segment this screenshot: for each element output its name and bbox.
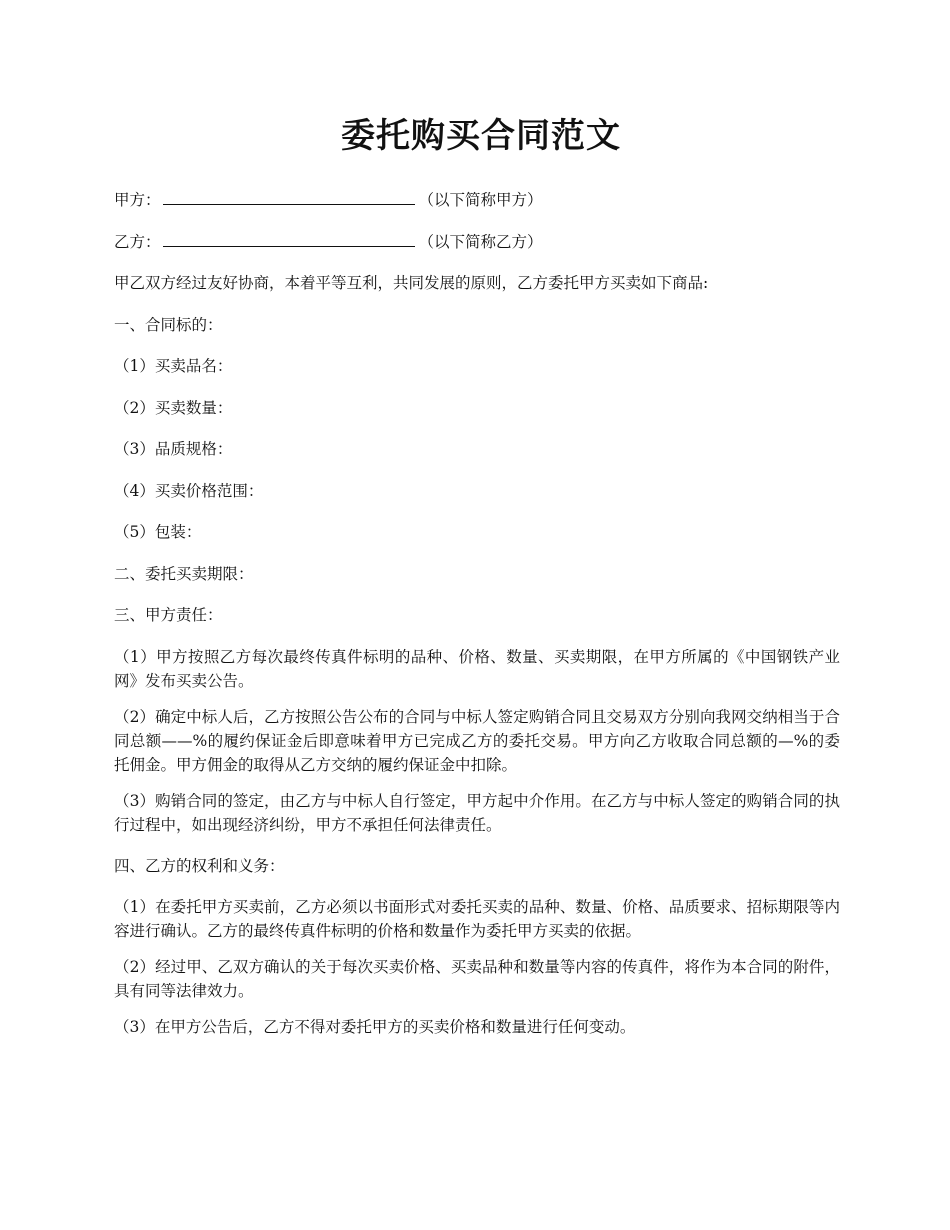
intro-paragraph: 甲乙双方经过友好协商，本着平等互利，共同发展的原则，乙方委托甲方买卖如下商品:	[114, 274, 709, 292]
section-3-heading: 三、甲方责任：	[114, 606, 223, 624]
section-1-item: （2）买卖数量：	[114, 398, 233, 417]
party-b-suffix: （以下简称乙方）	[418, 232, 543, 251]
section-1-item: （4）买卖价格范围：	[114, 481, 264, 500]
section-4-heading: 四、乙方的权利和义务：	[114, 856, 285, 875]
party-a-suffix: （以下简称甲方）	[418, 191, 543, 209]
section-3-paragraph: （3）购销合同的签定，由乙方与中标人自行签定，甲方起中介作用。在乙方与中标人签定的购销合同的执行过程中，如出现经济纠纷，甲方不承担任何法律责任。	[114, 791, 840, 834]
document-page	[114, 108, 840, 1051]
section-3-paragraph: （1）甲方按照乙方每次最终传真件标明的品种、价格、数量、买卖期限，在甲方所属的《中国钢铁产业网》发布买卖公告。	[114, 647, 840, 690]
party-b-line	[114, 230, 840, 254]
section-4-paragraph: （1）在委托甲方买卖前，乙方必须以书面形式对委托买卖的品种、数量、价格、品质要求、招标期限等内容进行确认。乙方的最终传真件标明的价格和数量作为委托甲方买卖的依据。	[114, 898, 840, 940]
party-b-blank	[163, 230, 415, 247]
party-a-label: 甲方：	[114, 191, 161, 209]
party-a-line	[114, 188, 840, 212]
party-a-blank	[163, 188, 415, 205]
section-1-item: （1）买卖品名：	[114, 357, 233, 375]
document-title: 委托购买合同范文	[341, 116, 621, 156]
section-1-item: （3）品质规格：	[114, 440, 233, 458]
section-2-heading: 二、委托买卖期限：	[114, 564, 254, 583]
section-3-paragraph: （2）确定中标人后，乙方按照公告公布的合同与中标人签定购销合同且交易双方分别向我网交纳相当于合同总额——%的履约保证金后即意味着甲方已完成乙方的委托交易。甲方向乙方收取合同总额的—%的委托佣金。甲方佣金的取得从乙方交纳的履约保证金中扣除。	[114, 707, 840, 774]
section-4-paragraph: （2）经过甲、乙双方确认的关于每次买卖价格、买卖品种和数量等内容的传真件，将作为本合同的附件，具有同等法律效力。	[114, 958, 840, 1000]
party-b-label: 乙方：	[114, 232, 161, 251]
section-4-paragraph: （3）在甲方公告后，乙方不得对委托甲方的买卖价格和数量进行任何变动。	[114, 1018, 636, 1036]
section-1-heading: 一、合同标的：	[114, 315, 223, 334]
section-1-item: （5）包装：	[114, 523, 202, 541]
